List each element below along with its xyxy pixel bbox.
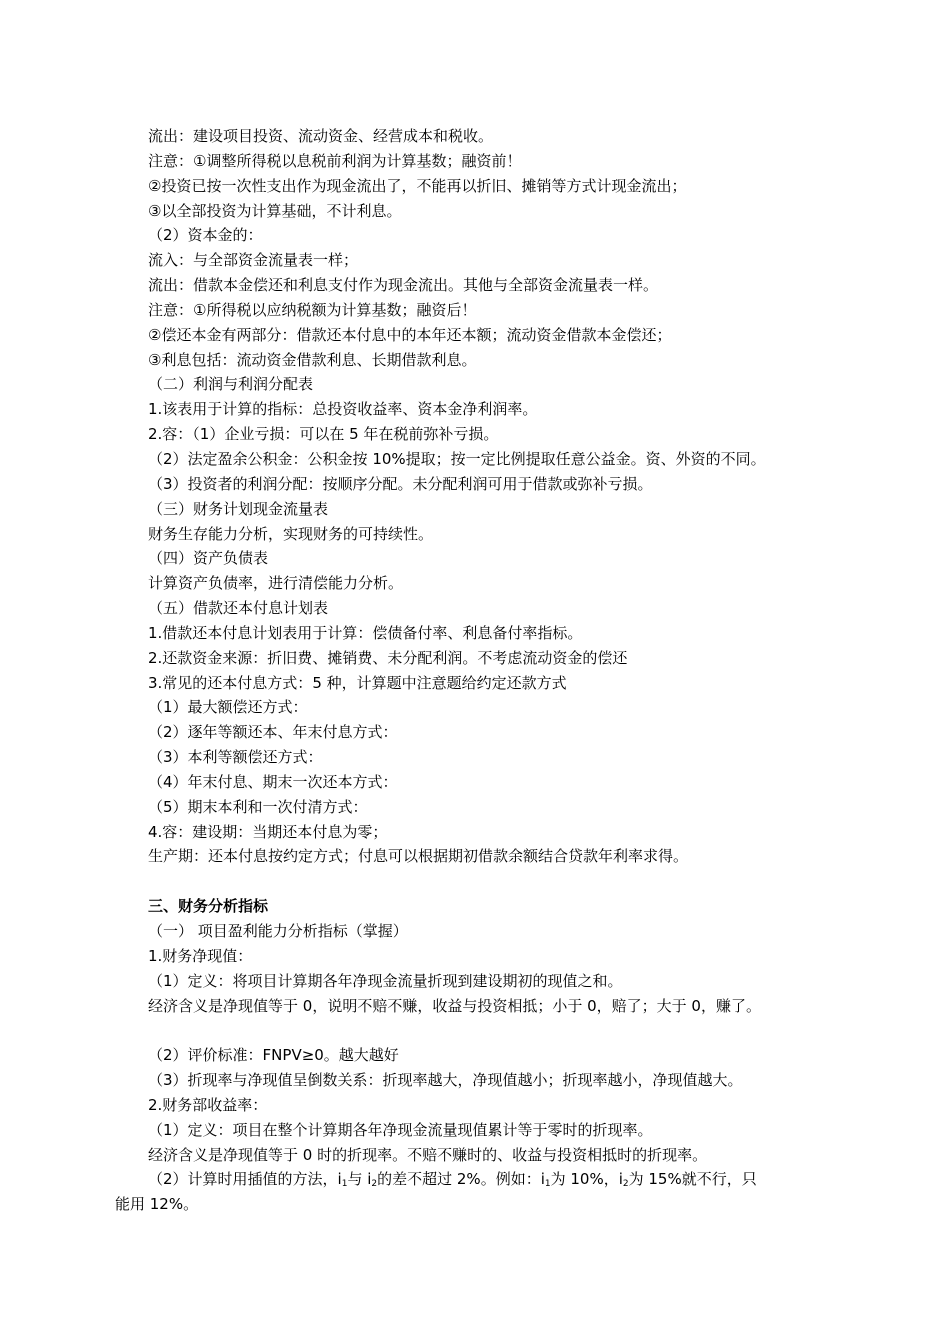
subscript: 2 xyxy=(622,1179,629,1190)
text-line: （2）资本金的： xyxy=(148,226,263,245)
text-line: （5）期末本利和一次付清方式： xyxy=(148,797,368,816)
subscript: 1 xyxy=(544,1179,551,1190)
text-line: （3）投资者的利润分配：按顺序分配。未分配利润可用于借款或弥补亏损。 xyxy=(148,474,653,493)
text-line: （2）法定盈余公积金：公积金按 10%提取；按一定比例提取任意公益金。资、外资的不同。 xyxy=(148,449,766,468)
text-line: ②偿还本金有两部分：借款还本付息中的本年还本额；流动资金借款本金偿还； xyxy=(148,325,672,344)
text-line: ③利息包括：流动资金借款利息、长期借款利息。 xyxy=(148,350,477,369)
section-subheading: （三）财务计划现金流量表 xyxy=(148,499,329,518)
text-fragment: （2）计算时用插值的方法，i xyxy=(148,1170,342,1189)
text-line: 1.财务净现值： xyxy=(148,946,253,965)
text-line: （2）评价标准：FNPV≥0。越大越好 xyxy=(148,1046,399,1065)
text-fragment: 与 i xyxy=(347,1170,372,1189)
text-line: 注意：①所得税以应纳税额为计算基数；融资后！ xyxy=(148,300,477,319)
section-subheading: （四）资产负债表 xyxy=(148,549,269,568)
text-line: （2）逐年等额还本、年末付息方式： xyxy=(148,723,398,742)
text-line: 2.财务部收益率： xyxy=(148,1095,268,1114)
text-line: 财务生存能力分析，实现财务的可持续性。 xyxy=(148,524,434,543)
section-subheading: （一） 项目盈利能力分析指标（掌握） xyxy=(148,922,408,940)
text-line: 注意：①调整所得税以息税前利润为计算基数；融资前！ xyxy=(148,151,522,170)
spacer xyxy=(148,1018,848,1043)
spacer xyxy=(148,869,848,894)
text-line: 4.容：建设期：当期还本付息为零； xyxy=(148,822,388,841)
text-line: （4）年末付息、期末一次还本方式： xyxy=(148,772,398,791)
text-line: 1.该表用于计算的指标：总投资收益率、资本金净利润率。 xyxy=(148,400,538,419)
text-line: （1）最大额偿还方式： xyxy=(148,698,308,717)
text-line: 流入：与全部资金流量表一样； xyxy=(148,251,359,270)
text-line-continuation: 能用 12%。 xyxy=(115,1195,199,1214)
section-subheading: （五）借款还本付息计划表 xyxy=(148,599,329,618)
text-line: ③以全部投资为计算基础，不计利息。 xyxy=(148,201,402,220)
subscript: 1 xyxy=(341,1179,348,1190)
text-line: 流出：建设项目投资、流动资金、经营成本和税收。 xyxy=(148,127,494,145)
document-body xyxy=(115,124,848,1217)
text-line: （1）定义：项目在整个计算期各年净现金流量现值累计等于零时的折现率。 xyxy=(148,1120,653,1139)
text-fragment: 为 10%，i xyxy=(550,1170,623,1189)
text-line: 流出：借款本金偿还和利息支付作为现金流出。其他与全部资金流量表一样。 xyxy=(148,276,659,295)
text-line: 经济含义是净现值等于 0，说明不赔不赚，收益与投资相抵；小于 0，赔了；大于 0，赚了。 xyxy=(148,996,761,1015)
text-line: 计算资产负债率，进行清偿能力分析。 xyxy=(148,574,404,593)
section-subheading: （二）利润与利润分配表 xyxy=(148,375,314,394)
text-line: 2.容：（1）企业亏损：可以在 5 年在税前弥补亏损。 xyxy=(148,425,499,444)
text-line-interpolation xyxy=(148,1167,848,1192)
text-line: ②投资已按一次性支出作为现金流出了，不能再以折旧、摊销等方式计现金流出； xyxy=(148,176,687,195)
section-heading: 三、财务分析指标 xyxy=(148,897,269,916)
text-fragment: 为 15%就不行，只 xyxy=(628,1170,757,1189)
text-line: 3.常见的还本付息方式：5 种，计算题中注意题给约定还款方式 xyxy=(148,673,567,692)
text-fragment: 的差不超过 2%。例如：i xyxy=(377,1170,545,1189)
text-line: （3）本利等额偿还方式： xyxy=(148,748,323,767)
text-line: 经济含义是净现值等于 0 时的折现率。不赔不赚时的、收益与投资相抵时的折现率。 xyxy=(148,1145,708,1164)
text-line: 2.还款资金来源：折旧费、摊销费、未分配利润。不考虑流动资金的偿还 xyxy=(148,648,628,667)
text-line: 生产期：还本付息按约定方式；付息可以根据期初借款余额结合贷款年利率求得。 xyxy=(148,847,689,866)
text-line: （1）定义：将项目计算期各年净现金流量折现到建设期初的现值之和。 xyxy=(148,971,623,990)
subscript: 2 xyxy=(371,1179,378,1190)
text-line: （3）折现率与净现值呈倒数关系：折现率越大，净现值越小；折现率越小，净现值越大。 xyxy=(148,1071,743,1090)
text-line: 1.借款还本付息计划表用于计算：偿债备付率、利息备付率指标。 xyxy=(148,623,583,642)
